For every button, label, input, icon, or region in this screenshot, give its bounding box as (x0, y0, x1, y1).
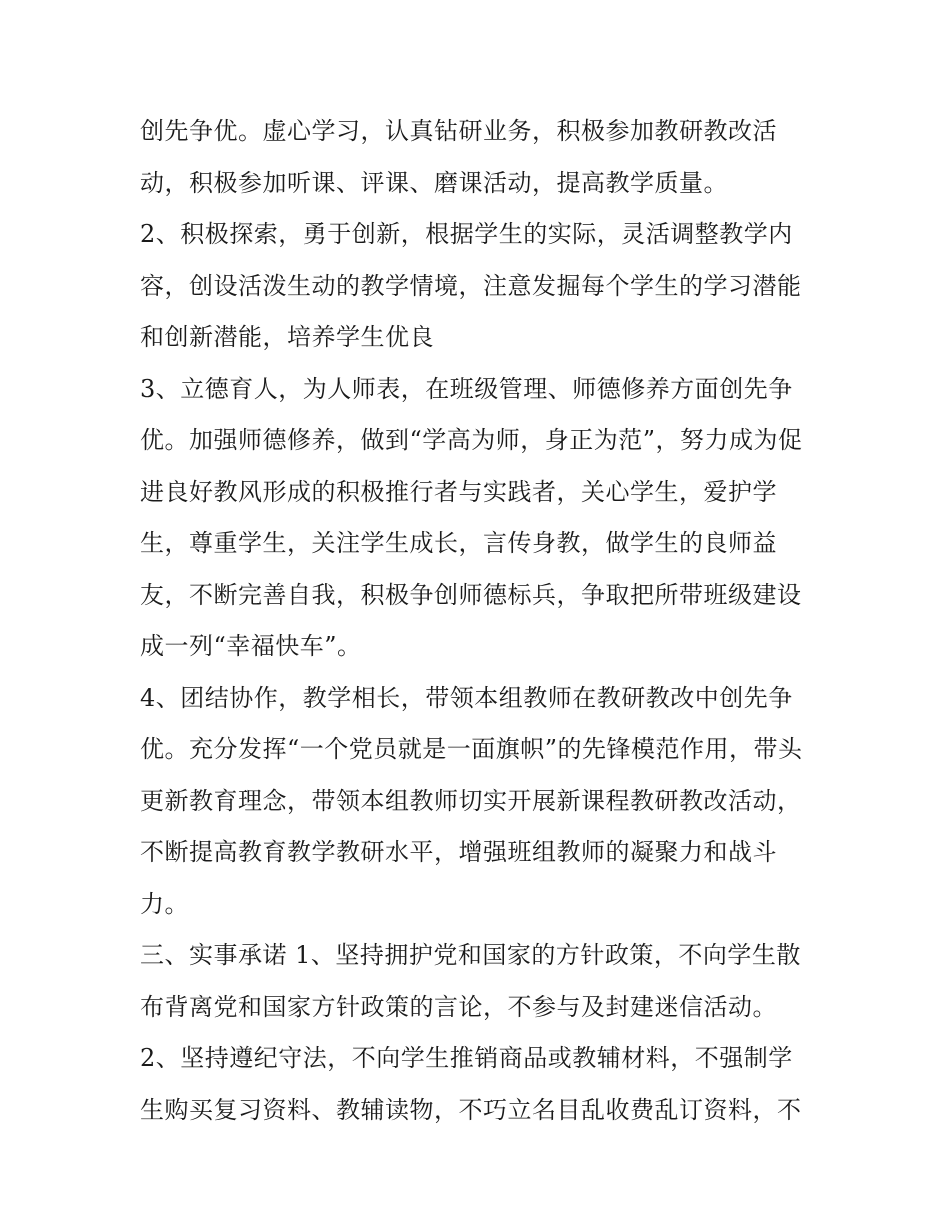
document-page (140, 106, 830, 1136)
text-line: 不断提高教育教学教研水平，增强班组教师的凝聚力和战斗 (140, 838, 777, 866)
text-line: 三、实事承诺 1、坚持拥护党和国家的方针政策，不向学生散 (140, 941, 801, 969)
text-line: 布背离党和国家方针政策的言论，不参与及封建迷信活动。 (140, 992, 777, 1021)
text-line: 3、立德育人，为人师表，在班级管理、师德修养方面创先争 (140, 374, 793, 403)
text-line: 创先争优。虚心学习，认真钻研业务，积极参加教研教改活 (140, 117, 777, 145)
text-line: 更新教育理念，带领本组教师切实开展新课程教研教改活动， (140, 786, 802, 815)
text-line: 容，创设活泼生动的教学情境，注意发掘每个学生的学习潜能 (140, 271, 802, 300)
text-line: 优。加强师德修养，做到“学高为师，身正为范”，努力成为促 (140, 426, 803, 454)
text-line: 友，不断完善自我，积极争创师德标兵，争取把所带班级建设 (140, 580, 802, 609)
text-line: 生，尊重学生，关注学生成长，言传身教，做学生的良师益 (140, 529, 777, 557)
text-line: 力。 (140, 889, 189, 918)
text-line: 生购买复习资料、教辅读物，不巧立名目乱收费乱订资料，不 (140, 1095, 802, 1124)
text-line: 2、坚持遵纪守法，不向学生推销商品或教辅材料，不强制学 (140, 1044, 793, 1072)
text-line: 2、积极探索，勇于创新，根据学生的实际，灵活调整教学内 (140, 220, 793, 248)
text-line: 和创新潜能，培养学生优良 (140, 323, 434, 351)
text-line: 4、团结协作，教学相长，带领本组教师在教研教改中创先争 (140, 683, 793, 712)
text-line: 动，积极参加听课、评课、磨课活动，提高教学质量。 (140, 168, 728, 197)
text-line: 优。充分发挥“一个党员就是一面旗帜”的先锋模范作用，带头 (140, 735, 803, 763)
text-line: 成一列“幸福快车”。 (140, 632, 362, 660)
text-line: 进良好教风形成的积极推行者与实践者，关心学生，爱护学 (140, 477, 777, 506)
